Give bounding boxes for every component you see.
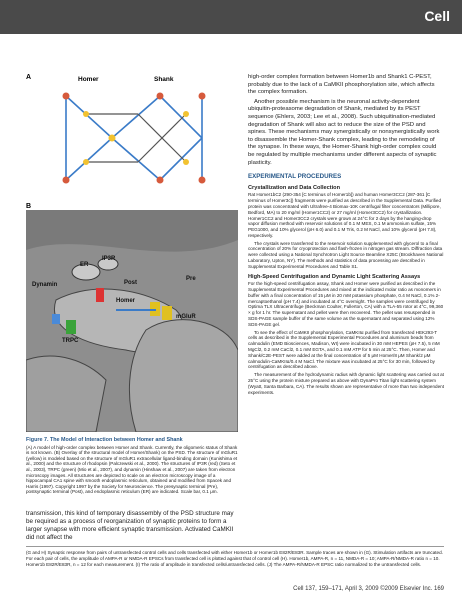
dynamin-label: Dynamin [32,282,58,288]
homer-shank-model-diagram [26,74,238,202]
centrifugation-text-2: To see the effect of CaMKII phosphorylation, CaMKIIα purified from transfected HEK293-T cells as described in the Supplemental Experimental Procedures and aluminum beads from calmodulin (EMD Biosciences, Madison, WI) were incubated in 30 mM HEPES (pH 7.5), 5 mM MgCl2, 0.2 mM CaCl2, 0.1 mM EGTA, and 0.1 mM ATP for 5 min at 25°C. Then, Homer and Shank/C2E-PEST were added at the final concentration of 5 μM Homer/8 μM Shank/2 μM calmodulin-CaMKIIα/0.4 M NaCl. The mixture was incubated at 25°C for 30 min, followed by centrifugation as described above. [248,329,440,370]
panel-b-label: B [26,203,32,210]
homer-em-label: Homer [116,298,136,304]
em-image [26,210,238,432]
ip3r-label: IP3R [102,256,116,262]
left-body-text: transmission, this kind of temporary disassembly of the PSD structure may be required as a process of reorganization of synaptic proteins to form a larger synapse with more efficient synaptic transmission. Activated CaMKII did not affect the [26,510,234,541]
experimental-procedures-heading: EXPERIMENTAL PROCEDURES [248,173,342,181]
centrifugation-text: For the high-speed centrifugation assay, Shank and Homer were purified as described in the Supplemental Experimental Procedures and mixed at the indicated molar ratio as monomers in buffer with a final concentration of 15 μM in 20 mM potassium phosphate, 0.4 M NaCl, 0.1% 2-mercaptoethanol (pH 7.4) and incubated at 4°C overnight. The samples were centrifuged by Optima TLX Ultracentrifuge (Beckman Coulter, Fullerton, CA) with a TLA-55 rotor at 4°C, 99,360 × g for 1 hr. The supernatant and pellet were then recovered. The pellet was resuspended in SDS-PAGE sample buffer of the same volume as the supernatant and separated using 12% SDS-PAGE gel. [248,281,444,327]
caption-title: Figure 7. The Model of Interaction between Homer and Shank [26,437,183,443]
post-label: Post [124,280,138,286]
right-intro: high-order complex formation between Homer1b and Shank1 C-PEST, probably due to the lack of a CaMKII phosphorylation site, which affects the complex formation. [248,74,435,96]
right-para2: Another possible mechanism is the neuronal activity-dependent ubiquitin-proteasome degradation of Shank, mediated by its PEST sequence (Ehlers, 2003; Lee et al., 2008). Such ubiquitination-mediated degradation of Shank will also act to reduce the size of the PSD and spines. These mechanisms may synergistically or nonsynergistically work to disassemble the Homer-Shank complex, leading to the remodeling of the synapse. In these ways, the Homer-Shank high-order complex could be regulated by multiple mechanisms under different aspects of synaptic plasticity. [248,98,440,166]
right-column [248,74,444,397]
centrifugation-text-3: The measurement of the hydrodynamic radius with dynamic light scattering was carried out at 25°C using the protein mixture prepared as above with DynaPro Titan light scattering system (Wyatt, Santa Barbara, CA). The results shown are representative of more than two independent experiments. [248,372,444,395]
figure-caption [26,438,238,495]
header-bar [0,0,462,34]
journal-brand: Cell [424,8,450,24]
homer-label: Homer [78,76,99,83]
figure-footnote: (G and H) Synaptic response from pairs of untransfected control cells and cells transfected with either Homer1b or Homer1b E82R/E83R. Sample traces are shown in (G). Stimulation artifacts are truncated. For each pair of cells, the amplitude of AMPA-R or NMDA-R EPSCs from transfected cell is plotted against that of control cell (H). Homer1b, AMPA-R, n = 11, NMDA-R = 10; AMPA-R/NMDA-R ratio n = 10. Homer1b E82R/E83R, n = 12 for each measurement. (I) The ratio of amplitude in transfected cells/untransfected cells. (J) The AMPA-R/NMDA-R EPSC ratio normalized to the untransfected cells. [26,550,443,567]
pre-label: Pre [186,276,196,282]
footnote-divider [26,546,444,547]
mglur-label: mGluR [176,314,196,320]
em-structures [26,210,238,432]
crystallization-text-2: The crystals were transferred to the reservoir solution supplemented with glycerol to a final concentration of 20% for cryoprotection and flash-frozen in nitrogen gas stream. Diffraction data were collected using a National Synchrotron Light Source Beamline X25C (Brookhaven National Laboratory, Upton, NY). The methods and statistics of data processing are described in Supplemental Experimental Procedures and Table S1. [248,240,444,269]
panel-a-label: A [26,74,32,81]
caption-text: (A) A model of high-order complex between Homer and Shank. Currently, the oligomeric status of Shank is not known. (B) Overlay of the structural model of Homer/Shank) on the PSD. The structure of mGluR1 (yellow) is modeled based on the structure of mGluR1 extracellular ligand-binding domain (Kunishima et al., 2000) and the structure of rhodopsin (Palczewski et al., 2000). The structures of IP3R (red) (Seto et al., 2003), TRPC (green) (Mio et al., 2007), and dynamin (Hinshaw et al., 2007) are taken from electron microscopy images. All structures are depicted to scale on an electron microscopy image of a hippocampal CA1 spine with smooth endoplasmic reticulum, obtained and modified from Spacek and Harris (1997). Copyright 1997 by the Society for Neuroscience. The presynaptic terminal (Pre), postsynaptic terminal (Post), and endoplasmic reticulum (ER) are indicated. Scale bar, 0.1 μm. [26,444,238,495]
centrifugation-heading: High-Speed Centrifugation and Dynamic Light Scattering Assays [248,273,421,280]
shank-label: Shank [154,76,174,83]
trpc-label: TRPC [62,338,79,344]
er-label: ER [80,262,89,268]
page-folio: Cell 137, 159–171, April 3, 2009 ©2009 Elsevier Inc. 169 [293,586,444,592]
figure-panel-a [26,74,238,202]
crystallization-heading: Crystallization and Data Collection [248,184,341,191]
crystallization-text: Rat Homer1bC2 (290-354 [C terminus of Homer1b]) and human Homer3CC2 (287-361 [C terminus of Homer3c]) fragments were purified as described in the Supplemental Data. Purified protein was concentrated with Ultrafree-4 Biomax-10K centrifugal filter concentrators (Millipore, Bedford, MA) to 20 mg/ml (Homer1CC2) or 27 mg/ml (Homer3CC2) for crystallization. Homer1CC2 and Homer3CC2 crystals were grown at 24°C for 2 days by the hanging-drop vapor diffusion method with reservoir solutions of 0.1 M MES, 0.1 M ammonium sulfate, 15% PEG1000, and 10% glycerol (pH 6.0) and 0.1 M Tris, 0.2 M NaCl, and 10% glycerol (pH 7.8), respectively. [248,192,442,238]
